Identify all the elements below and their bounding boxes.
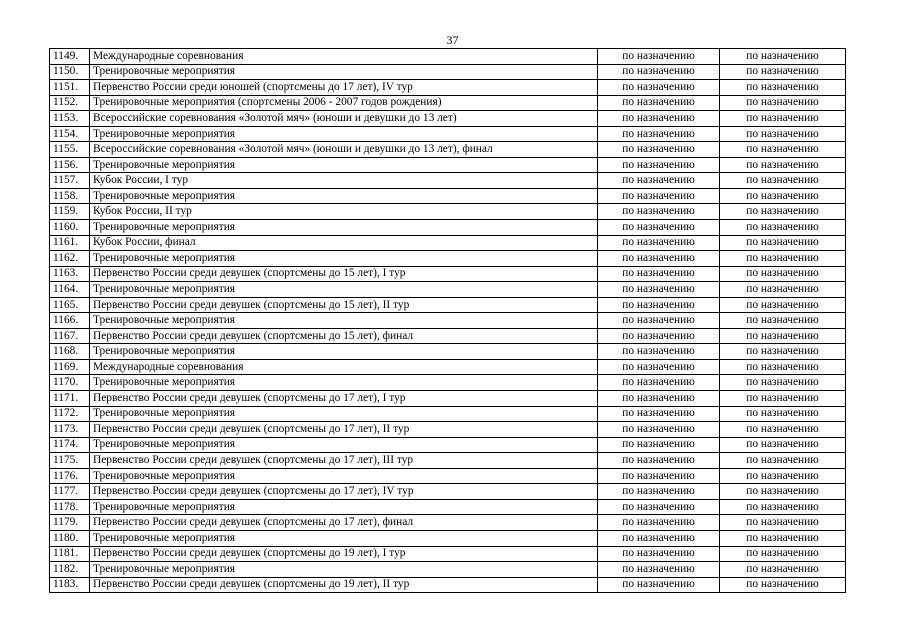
- assignment-cell-1: по назначению: [598, 391, 720, 407]
- table-row: [50, 266, 846, 282]
- row-number-cell: 1161.: [50, 235, 90, 251]
- event-name-cell: Тренировочные мероприятия (спортсмены 2006 - 2007 годов рождения): [90, 95, 598, 111]
- row-number-cell: 1162.: [50, 251, 90, 267]
- assignment-cell-1: по назначению: [598, 515, 720, 531]
- assignment-cell-1: по назначению: [598, 313, 720, 329]
- row-number-cell: 1168.: [50, 344, 90, 360]
- event-name-cell: Первенство России среди девушек (спортсмены до 19 лет), II тур: [90, 577, 598, 593]
- table-row: [50, 111, 846, 127]
- assignment-cell-2: по назначению: [720, 328, 846, 344]
- row-number-cell: 1153.: [50, 111, 90, 127]
- event-name-cell: Тренировочные мероприятия: [90, 375, 598, 391]
- table-row: [50, 391, 846, 407]
- table-row: [50, 64, 846, 80]
- page-number: 37: [446, 33, 459, 47]
- event-name-cell: Международные соревнования: [90, 359, 598, 375]
- table-row: [50, 49, 846, 65]
- assignment-cell-2: по назначению: [720, 437, 846, 453]
- event-name-cell: Всероссийские соревнования «Золотой мяч» (юноши и девушки до 13 лет): [90, 111, 598, 127]
- event-name-cell: Тренировочные мероприятия: [90, 126, 598, 142]
- table-row: [50, 235, 846, 251]
- assignment-cell-1: по назначению: [598, 64, 720, 80]
- row-number-cell: 1164.: [50, 282, 90, 298]
- event-name-cell: Тренировочные мероприятия: [90, 437, 598, 453]
- assignment-cell-1: по назначению: [598, 157, 720, 173]
- event-name-cell: Кубок России, финал: [90, 235, 598, 251]
- event-name-cell: Тренировочные мероприятия: [90, 251, 598, 267]
- assignment-cell-1: по назначению: [598, 188, 720, 204]
- event-name-cell: Тренировочные мероприятия: [90, 157, 598, 173]
- assignment-cell-2: по назначению: [720, 80, 846, 96]
- assignment-cell-2: по назначению: [720, 220, 846, 236]
- assignment-cell-1: по назначению: [598, 546, 720, 562]
- assignment-cell-2: по назначению: [720, 562, 846, 578]
- table-row: [50, 515, 846, 531]
- assignment-cell-1: по назначению: [598, 297, 720, 313]
- table-row: [50, 126, 846, 142]
- event-name-cell: Тренировочные мероприятия: [90, 406, 598, 422]
- table-row: [50, 328, 846, 344]
- table-row: [50, 437, 846, 453]
- assignment-cell-1: по назначению: [598, 437, 720, 453]
- assignment-cell-2: по назначению: [720, 468, 846, 484]
- assignment-cell-2: по назначению: [720, 126, 846, 142]
- row-number-cell: 1160.: [50, 220, 90, 236]
- assignment-cell-1: по назначению: [598, 344, 720, 360]
- row-number-cell: 1175.: [50, 453, 90, 469]
- table-row: [50, 142, 846, 158]
- row-number-cell: 1156.: [50, 157, 90, 173]
- row-number-cell: 1179.: [50, 515, 90, 531]
- row-number-cell: 1167.: [50, 328, 90, 344]
- assignment-cell-2: по назначению: [720, 297, 846, 313]
- assignment-cell-1: по назначению: [598, 142, 720, 158]
- event-name-cell: Первенство России среди девушек (спортсмены до 15 лет), II тур: [90, 297, 598, 313]
- event-name-cell: Тренировочные мероприятия: [90, 64, 598, 80]
- table-row: [50, 157, 846, 173]
- assignment-cell-2: по назначению: [720, 530, 846, 546]
- assignment-cell-1: по назначению: [598, 111, 720, 127]
- assignment-cell-1: по назначению: [598, 328, 720, 344]
- row-number-cell: 1172.: [50, 406, 90, 422]
- table-row: [50, 546, 846, 562]
- row-number-cell: 1170.: [50, 375, 90, 391]
- table-row: [50, 530, 846, 546]
- event-name-cell: Тренировочные мероприятия: [90, 562, 598, 578]
- table-row: [50, 499, 846, 515]
- assignment-cell-2: по назначению: [720, 453, 846, 469]
- assignment-cell-2: по назначению: [720, 64, 846, 80]
- event-name-cell: Тренировочные мероприятия: [90, 313, 598, 329]
- row-number-cell: 1151.: [50, 80, 90, 96]
- assignment-cell-1: по назначению: [598, 375, 720, 391]
- assignment-cell-1: по назначению: [598, 266, 720, 282]
- table-row: [50, 282, 846, 298]
- table-row: [50, 95, 846, 111]
- table-row: [50, 173, 846, 189]
- event-name-cell: Тренировочные мероприятия: [90, 344, 598, 360]
- assignment-cell-2: по назначению: [720, 375, 846, 391]
- assignment-cell-1: по назначению: [598, 220, 720, 236]
- event-name-cell: Тренировочные мероприятия: [90, 499, 598, 515]
- event-name-cell: Первенство России среди девушек (спортсмены до 19 лет), I тур: [90, 546, 598, 562]
- assignment-cell-1: по назначению: [598, 468, 720, 484]
- row-number-cell: 1163.: [50, 266, 90, 282]
- assignment-cell-2: по назначению: [720, 142, 846, 158]
- assignment-cell-1: по назначению: [598, 453, 720, 469]
- assignment-cell-1: по назначению: [598, 126, 720, 142]
- event-name-cell: Первенство России среди девушек (спортсмены до 17 лет), III тур: [90, 453, 598, 469]
- event-name-cell: Первенство России среди девушек (спортсмены до 17 лет), финал: [90, 515, 598, 531]
- assignment-cell-2: по назначению: [720, 95, 846, 111]
- assignment-cell-2: по назначению: [720, 157, 846, 173]
- row-number-cell: 1180.: [50, 530, 90, 546]
- assignment-cell-2: по назначению: [720, 422, 846, 438]
- table-row: [50, 344, 846, 360]
- row-number-cell: 1173.: [50, 422, 90, 438]
- assignment-cell-1: по назначению: [598, 173, 720, 189]
- table-row: [50, 422, 846, 438]
- assignment-cell-1: по назначению: [598, 499, 720, 515]
- event-name-cell: Первенство России среди юношей (спортсмены до 17 лет), IV тур: [90, 80, 598, 96]
- table-row: [50, 484, 846, 500]
- assignment-cell-2: по назначению: [720, 282, 846, 298]
- row-number-cell: 1149.: [50, 49, 90, 65]
- assignment-cell-2: по назначению: [720, 344, 846, 360]
- row-number-cell: 1157.: [50, 173, 90, 189]
- row-number-cell: 1174.: [50, 437, 90, 453]
- event-name-cell: Тренировочные мероприятия: [90, 220, 598, 236]
- row-number-cell: 1165.: [50, 297, 90, 313]
- assignment-cell-1: по назначению: [598, 562, 720, 578]
- row-number-cell: 1182.: [50, 562, 90, 578]
- assignment-cell-2: по назначению: [720, 546, 846, 562]
- row-number-cell: 1166.: [50, 313, 90, 329]
- assignment-cell-2: по назначению: [720, 235, 846, 251]
- row-number-cell: 1150.: [50, 64, 90, 80]
- event-name-cell: Международные соревнования: [90, 49, 598, 65]
- row-number-cell: 1155.: [50, 142, 90, 158]
- assignment-cell-1: по назначению: [598, 282, 720, 298]
- assignment-cell-1: по назначению: [598, 577, 720, 593]
- assignment-cell-2: по назначению: [720, 111, 846, 127]
- table-body: [50, 49, 846, 593]
- row-number-cell: 1176.: [50, 468, 90, 484]
- assignment-cell-2: по назначению: [720, 577, 846, 593]
- row-number-cell: 1169.: [50, 359, 90, 375]
- event-name-cell: Первенство России среди девушек (спортсмены до 15 лет), финал: [90, 328, 598, 344]
- event-name-cell: Первенство России среди девушек (спортсмены до 15 лет), I тур: [90, 266, 598, 282]
- table-row: [50, 406, 846, 422]
- assignment-cell-1: по назначению: [598, 251, 720, 267]
- assignment-cell-2: по назначению: [720, 204, 846, 220]
- table-row: [50, 359, 846, 375]
- assignment-cell-1: по назначению: [598, 406, 720, 422]
- assignment-cell-1: по назначению: [598, 422, 720, 438]
- table-row: [50, 297, 846, 313]
- table-row: [50, 313, 846, 329]
- row-number-cell: 1181.: [50, 546, 90, 562]
- assignment-cell-2: по назначению: [720, 49, 846, 65]
- table-row: [50, 80, 846, 96]
- assignment-cell-2: по назначению: [720, 266, 846, 282]
- row-number-cell: 1152.: [50, 95, 90, 111]
- row-number-cell: 1158.: [50, 188, 90, 204]
- event-name-cell: Первенство России среди девушек (спортсмены до 17 лет), II тур: [90, 422, 598, 438]
- table-row: [50, 562, 846, 578]
- event-name-cell: Тренировочные мероприятия: [90, 530, 598, 546]
- row-number-cell: 1171.: [50, 391, 90, 407]
- event-name-cell: Кубок России, I тур: [90, 173, 598, 189]
- assignment-cell-2: по назначению: [720, 484, 846, 500]
- assignment-cell-1: по назначению: [598, 204, 720, 220]
- assignment-cell-1: по назначению: [598, 235, 720, 251]
- assignment-cell-2: по назначению: [720, 313, 846, 329]
- row-number-cell: 1177.: [50, 484, 90, 500]
- assignment-cell-1: по назначению: [598, 484, 720, 500]
- row-number-cell: 1154.: [50, 126, 90, 142]
- assignment-cell-2: по назначению: [720, 359, 846, 375]
- assignment-cell-2: по назначению: [720, 499, 846, 515]
- assignment-cell-2: по назначению: [720, 251, 846, 267]
- event-name-cell: Тренировочные мероприятия: [90, 188, 598, 204]
- assignment-cell-2: по назначению: [720, 406, 846, 422]
- events-table: [49, 48, 846, 593]
- table-row: [50, 204, 846, 220]
- event-name-cell: Первенство России среди девушек (спортсмены до 17 лет), I тур: [90, 391, 598, 407]
- event-name-cell: Всероссийские соревнования «Золотой мяч» (юноши и девушки до 13 лет), финал: [90, 142, 598, 158]
- assignment-cell-1: по назначению: [598, 49, 720, 65]
- assignment-cell-2: по назначению: [720, 515, 846, 531]
- row-number-cell: 1159.: [50, 204, 90, 220]
- assignment-cell-2: по назначению: [720, 173, 846, 189]
- event-name-cell: Первенство России среди девушек (спортсмены до 17 лет), IV тур: [90, 484, 598, 500]
- event-name-cell: Кубок России, II тур: [90, 204, 598, 220]
- assignment-cell-2: по назначению: [720, 391, 846, 407]
- table-row: [50, 468, 846, 484]
- row-number-cell: 1183.: [50, 577, 90, 593]
- assignment-cell-2: по назначению: [720, 188, 846, 204]
- table-row: [50, 453, 846, 469]
- assignment-cell-1: по назначению: [598, 530, 720, 546]
- table-row: [50, 251, 846, 267]
- event-name-cell: Тренировочные мероприятия: [90, 468, 598, 484]
- event-name-cell: Тренировочные мероприятия: [90, 282, 598, 298]
- assignment-cell-1: по назначению: [598, 80, 720, 96]
- assignment-cell-1: по назначению: [598, 359, 720, 375]
- table-row: [50, 220, 846, 236]
- row-number-cell: 1178.: [50, 499, 90, 515]
- table-row: [50, 375, 846, 391]
- table-row: [50, 577, 846, 593]
- table-row: [50, 188, 846, 204]
- assignment-cell-1: по назначению: [598, 95, 720, 111]
